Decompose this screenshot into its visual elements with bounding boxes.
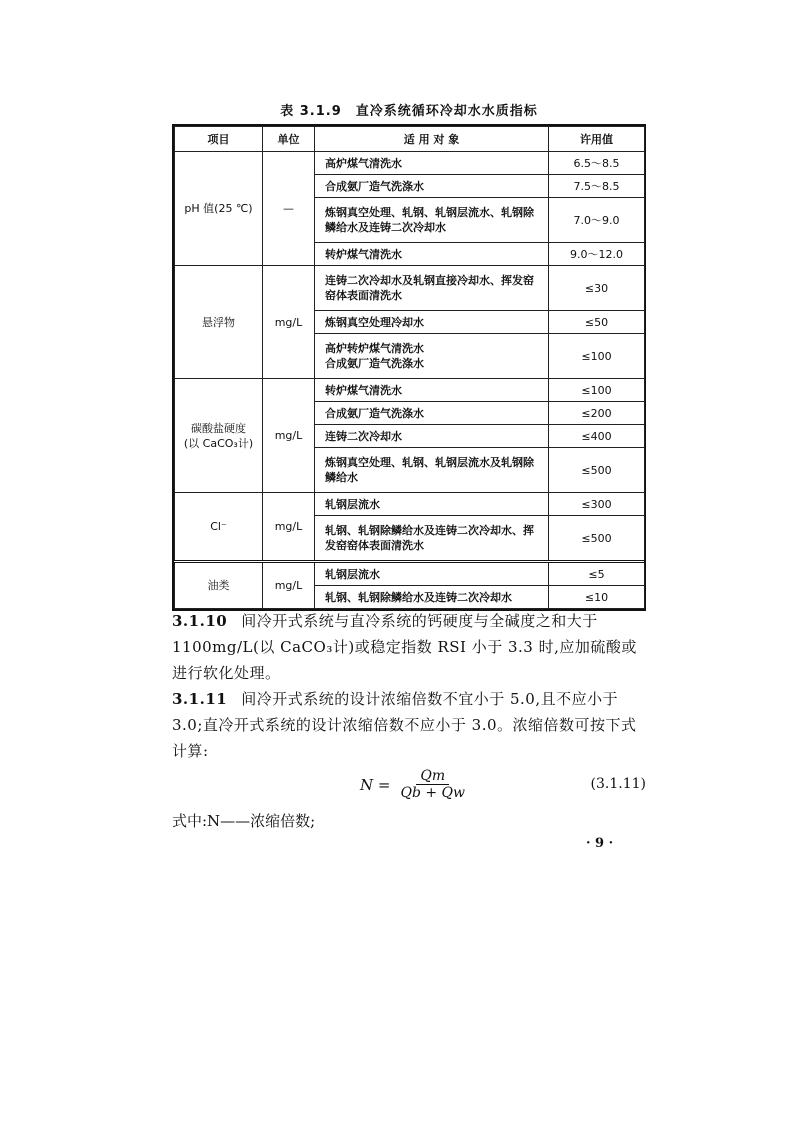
table-row	[175, 152, 645, 175]
value-cell: ≤300	[549, 493, 645, 516]
table-row	[175, 562, 645, 586]
object-cell: 连铸二次冷却水	[315, 425, 549, 448]
value-cell: ≤400	[549, 425, 645, 448]
object-cell: 炼钢真空处理冷却水	[315, 311, 549, 334]
concentration-formula	[172, 768, 646, 808]
item-oil: 油类	[175, 562, 263, 609]
value-cell: ≤500	[549, 516, 645, 562]
header-object: 适 用 对 象	[315, 127, 549, 152]
object-cell: 炼钢真空处理、轧钢、轧钢层流水、轧钢除鳞给水及连铸二次冷却水	[315, 198, 549, 243]
formula-denominator: Qb + Qw	[400, 785, 465, 801]
value-cell: ≤200	[549, 402, 645, 425]
clause-number: 3.1.10	[172, 612, 228, 630]
value-cell: ≤30	[549, 266, 645, 311]
item-carbonate-hardness: 碳酸盐硬度 (以 CaCO₃计)	[175, 379, 263, 493]
clause-3-1-10	[172, 608, 646, 686]
unit-ph: —	[263, 152, 315, 266]
value-cell: 7.5～8.5	[549, 175, 645, 198]
item-suspended-solids: 悬浮物	[175, 266, 263, 379]
object-cell: 合成氨厂造气洗涤水	[315, 175, 549, 198]
unit-chloride: mg/L	[263, 493, 315, 562]
value-cell: ≤50	[549, 311, 645, 334]
value-cell: ≤500	[549, 448, 645, 493]
object-cell: 转炉煤气清洗水	[315, 379, 549, 402]
table-row	[175, 493, 645, 516]
item-chloride: Cl⁻	[175, 493, 263, 562]
header-unit: 单位	[263, 127, 315, 152]
value-cell: 6.5～8.5	[549, 152, 645, 175]
clause-text: 间冷开式系统的设计浓缩倍数不宜小于 5.0,且不应小于 3.0;直冷开式系统的设计浓缩倍数不应小于 3.0。浓缩倍数可按下式计算:	[172, 690, 637, 760]
object-cell: 轧钢、轧钢除鳞给水及连铸二次冷却水、挥发窑窑体表面清洗水	[315, 516, 549, 562]
object-cell: 炼钢真空处理、轧钢、轧钢层流水及轧钢除鳞给水	[315, 448, 549, 493]
clause-text: 间冷开式系统与直冷系统的钙硬度与全碱度之和大于1100mg/L(以 CaCO₃计)或稳定指数 RSI 小于 3.3 时,应加硫酸或进行软化处理。	[172, 612, 637, 682]
table-row	[175, 266, 645, 311]
object-cell: 合成氨厂造气洗涤水	[315, 402, 549, 425]
value-cell: ≤100	[549, 334, 645, 379]
value-cell: ≤100	[549, 379, 645, 402]
table-title: 表 3.1.9 直冷系统循环冷却水水质指标	[280, 104, 538, 119]
formula-numerator: Qm	[416, 768, 449, 785]
header-value: 许用值	[549, 127, 645, 152]
value-cell: 7.0～9.0	[549, 198, 645, 243]
unit-carbonate-hardness: mg/L	[263, 379, 315, 493]
object-cell: 高炉转炉煤气清洗水 合成氨厂造气洗涤水	[315, 334, 549, 379]
table-row	[175, 379, 645, 402]
unit-suspended-solids: mg/L	[263, 266, 315, 379]
clause-number: 3.1.11	[172, 690, 228, 708]
formula-lhs: N =	[360, 775, 391, 794]
clause-3-1-11	[172, 686, 646, 764]
value-cell: ≤5	[549, 562, 645, 586]
item-ph: pH 值(25 ℃)	[175, 152, 263, 266]
value-cell: ≤10	[549, 586, 645, 609]
water-quality-table	[172, 124, 646, 611]
equation-number: (3.1.11)	[590, 776, 646, 792]
formula-definition: 式中:N——浓缩倍数;	[172, 812, 316, 830]
object-cell: 连铸二次冷却水及轧钢直接冷却水、挥发窑窑体表面清洗水	[315, 266, 549, 311]
object-cell: 高炉煤气清洗水	[315, 152, 549, 175]
object-cell: 转炉煤气清洗水	[315, 243, 549, 266]
header-item: 项目	[175, 127, 263, 152]
object-cell: 轧钢层流水	[315, 493, 549, 516]
value-cell: 9.0～12.0	[549, 243, 645, 266]
unit-oil: mg/L	[263, 562, 315, 609]
object-cell: 轧钢层流水	[315, 562, 549, 586]
page-number: · 9 ·	[586, 836, 614, 851]
object-cell: 轧钢、轧钢除鳞给水及连铸二次冷却水	[315, 586, 549, 609]
